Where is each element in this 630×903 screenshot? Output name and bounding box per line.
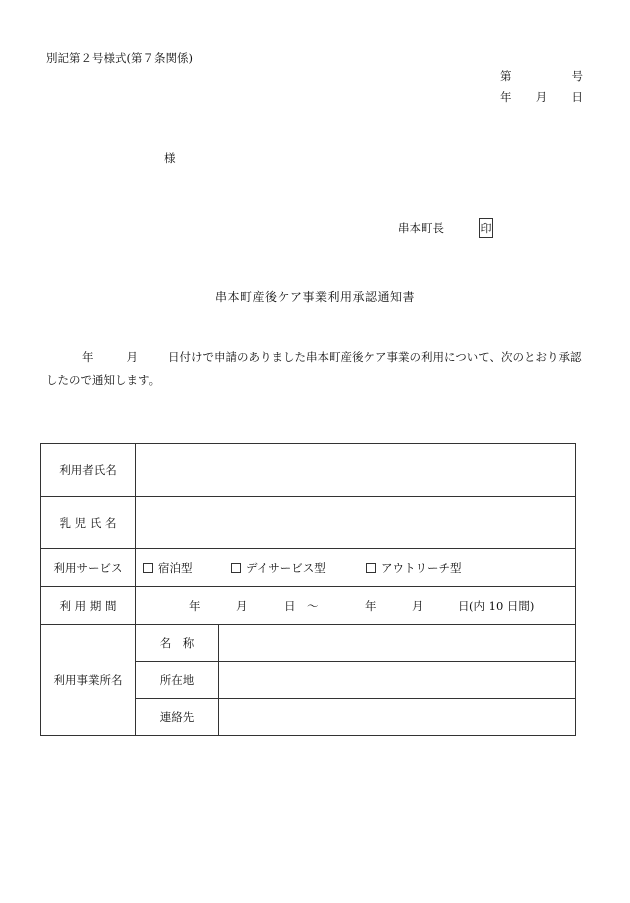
form-number-label: 別記第２号様式(第７条関係) (46, 51, 193, 65)
number-prefix: 第 (500, 69, 512, 83)
service-option-label: アウトリーチ型 (381, 560, 462, 575)
checkbox-icon[interactable] (366, 563, 376, 573)
body-text: 日付けで申請のありました串本町産後ケア事業の利用について、次のとおり承認したので通知します。 (46, 350, 582, 387)
facility-name-label: 名 称 (136, 625, 219, 662)
service-option-label: 宿泊型 (158, 560, 193, 575)
facility-label: 利用事業所名 (41, 625, 136, 736)
table-row-user-name (41, 444, 576, 497)
period-day-end: 日 (458, 598, 470, 613)
service-option-overnight[interactable] (143, 560, 231, 576)
table-row-infant-name (41, 497, 576, 549)
user-name-value[interactable] (136, 444, 576, 497)
table-row-period (41, 587, 576, 625)
period-year-start: 年 (189, 598, 201, 613)
service-label: 利用サービス (41, 549, 136, 587)
document-number-line (500, 71, 583, 83)
period-limit: (内 10 日間) (469, 598, 535, 613)
approval-details-table (40, 443, 576, 736)
date-day: 日 (571, 90, 583, 104)
service-options (136, 549, 576, 587)
period-tilde: ～ (307, 598, 319, 613)
checkbox-icon[interactable] (143, 563, 153, 573)
document-title: 串本町産後ケア事業利用承認通知書 (214, 290, 415, 304)
document-date-line (500, 92, 583, 104)
facility-name-value[interactable] (219, 625, 576, 662)
infant-name-value[interactable] (136, 497, 576, 549)
user-name-label: 利用者氏名 (41, 444, 136, 497)
period-label: 利 用 期 間 (41, 587, 136, 625)
facility-address-label: 所在地 (136, 662, 219, 699)
period-month-end: 月 (412, 598, 424, 613)
seal-stamp (479, 218, 493, 238)
table-row-facility-name (41, 625, 576, 662)
period-value[interactable] (136, 587, 576, 625)
facility-address-value[interactable] (219, 662, 576, 699)
period-year-end: 年 (365, 598, 377, 613)
date-year: 年 (500, 90, 512, 104)
infant-name-label: 乳 児 氏 名 (41, 497, 136, 549)
addressee-honorific: 様 (164, 151, 176, 165)
table-row-service (41, 549, 576, 587)
body-year: 年 (82, 350, 94, 364)
service-option-outreach[interactable] (366, 560, 462, 576)
number-suffix: 号 (571, 69, 583, 83)
date-month: 月 (535, 90, 548, 104)
service-option-day[interactable] (231, 560, 366, 576)
service-option-label: デイサービス型 (246, 560, 326, 575)
body-paragraph (46, 346, 583, 392)
body-month: 月 (126, 350, 138, 364)
facility-contact-label: 連絡先 (136, 699, 219, 736)
seal-char: 印 (480, 221, 492, 235)
period-day-start: 日 (284, 598, 296, 613)
facility-contact-value[interactable] (219, 699, 576, 736)
period-month-start: 月 (236, 598, 248, 613)
issuer-title: 串本町長 (398, 221, 444, 235)
checkbox-icon[interactable] (231, 563, 241, 573)
